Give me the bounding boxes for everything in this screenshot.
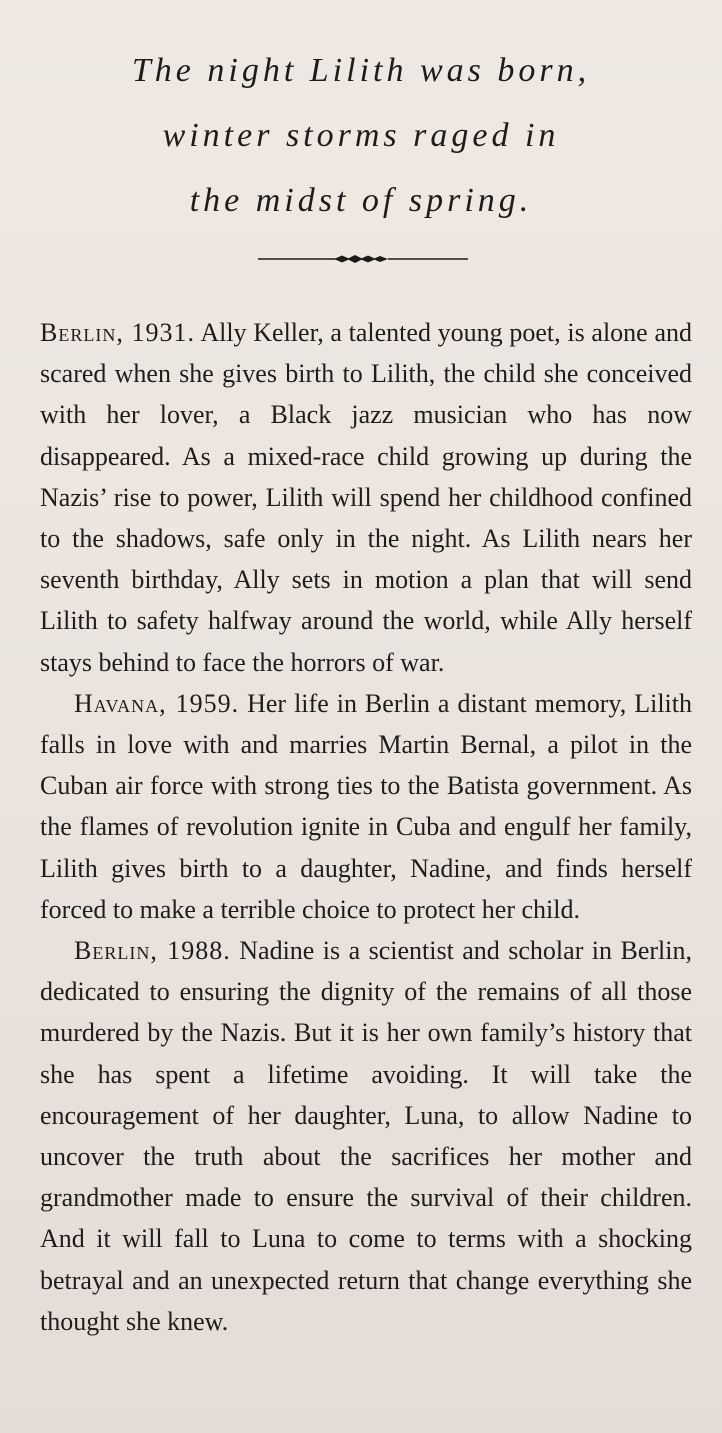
tagline-line-1: The night Lilith was born, bbox=[131, 52, 591, 89]
paragraph-text: Nadine is a scientist and scholar in Berlin, dedicated to ensuring the dignity of the remains of all those murdered by the Nazis. But it is her own family’s history that she has spent a lifetime avoiding. It will take the encouragement of her daughter, Luna, to allow Nadine to uncover the truth about the sacrifices her mother and grandmother made to ensure the survival of their children. And it will fall to Luna to come to terms with a shocking betrayal and an unexpected return that change everything she thought she knew. bbox=[40, 936, 692, 1336]
diamond-rule-ornament-icon bbox=[258, 252, 468, 266]
dateline: Havana, 1959. bbox=[74, 688, 240, 718]
tagline-line-2: winter storms raged in bbox=[162, 117, 560, 154]
paragraph-berlin-1931 bbox=[40, 312, 692, 683]
paragraph-text: Her life in Berlin a distant memory, Lilith falls in love with and marries Martin Bernal, a pilot in the Cuban air force with strong ties to the Batista government. As the flames of revolution ignite in Cuba and engulf her family, Lilith gives birth to a daughter, Nadine, and finds herself forced to make a terrible choice to protect her child. bbox=[40, 688, 692, 924]
synopsis bbox=[40, 312, 692, 1342]
paragraph-berlin-1988 bbox=[40, 930, 692, 1342]
tagline-line-3: the midst of spring. bbox=[189, 182, 533, 219]
paragraph-havana-1959 bbox=[40, 683, 692, 930]
dateline: Berlin, 1988. bbox=[74, 936, 231, 966]
tagline bbox=[0, 38, 722, 233]
dateline: Berlin, 1931. bbox=[40, 318, 196, 347]
paragraph-text: Ally Keller, a talented young poet, is alone and scared when she gives birth to Lilith, the child she conceived with her lover, a Black jazz musician who has now disappeared. As a mixed-race child growing up during the Nazis’ rise to power, Lilith will spend her childhood confined to the shadows, safe only in the night. As Lilith nears her seventh birthday, Ally sets in motion a plan that will send Lilith to safety halfway around the world, while Ally herself stays behind to face the horrors of war. bbox=[40, 318, 692, 677]
